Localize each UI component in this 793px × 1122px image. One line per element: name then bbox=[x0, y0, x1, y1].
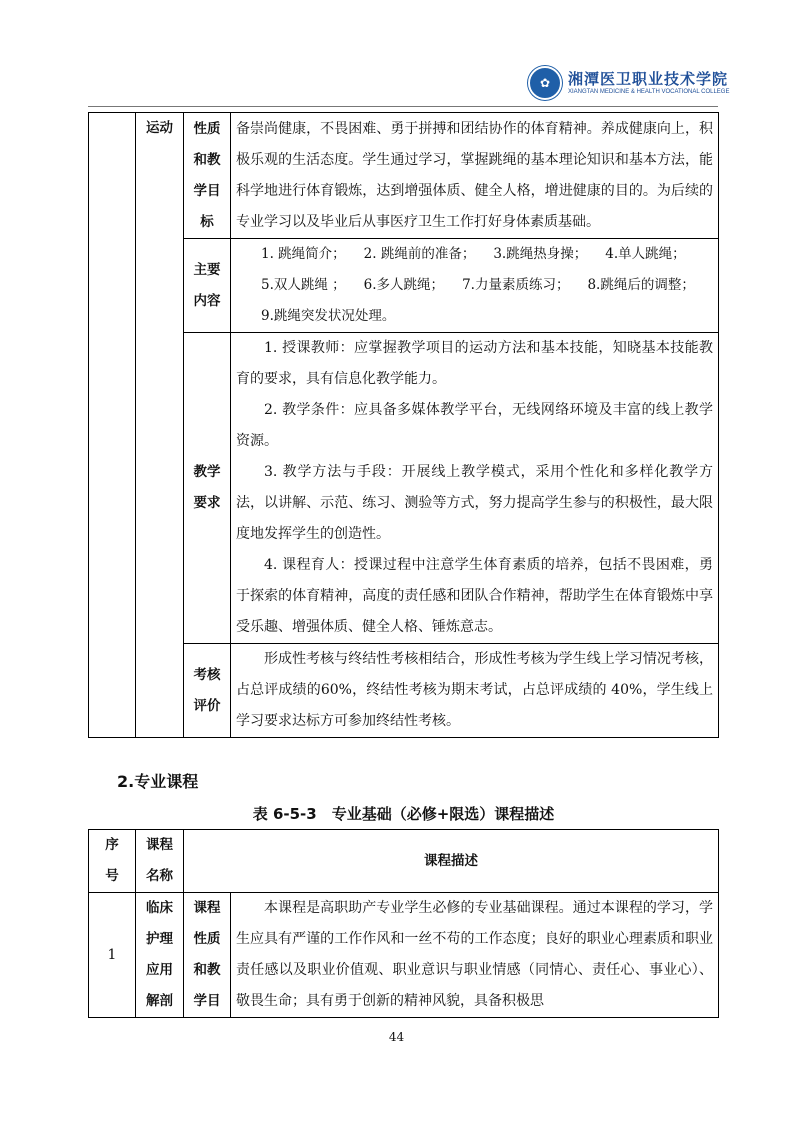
header-rule bbox=[88, 106, 718, 107]
content-item: 3.跳绳热身操； bbox=[493, 246, 588, 262]
course-name-fragment: 运动 bbox=[136, 113, 184, 738]
page-number: 44 bbox=[388, 1030, 405, 1044]
content-item: 8.跳绳后的调整； bbox=[587, 277, 695, 293]
content-list bbox=[231, 239, 718, 332]
content-cell bbox=[231, 239, 719, 333]
row-no: 1 bbox=[89, 893, 136, 1018]
logo-cn: 湘潭医卫职业技术学院 bbox=[568, 70, 729, 88]
row-course-name: 临床 护理 应用 解剖 bbox=[136, 893, 184, 1018]
evaluation-text: 形成性考核与终结性考核相结合，形成性考核为学生线上学习情况考核，占总评成绩的60%，终结性考核为期末考试，占总评成绩的 40%，学生线上学习要求达标方可参加终结性考核。 bbox=[231, 644, 719, 738]
goal-label: 性质 和教 学目 标 bbox=[184, 113, 231, 239]
content-label: 主要 内容 bbox=[184, 239, 231, 333]
section-heading: 2.专业课程 bbox=[117, 772, 199, 791]
college-logo bbox=[528, 66, 729, 100]
row-goal-label: 课程 性质 和教 学目 bbox=[184, 893, 231, 1018]
requirements-text: 1. 授课教师：应掌握教学项目的运动方法和基本技能，知晓基本技能教育的要求，具有信息化教学能力。 2. 教学条件：应具备多媒体教学平台，无线网络环境及丰富的线上教学资源。 3. 教学方法与手段：开展线上教学模式，采用个性化和多样化教学方法，以讲解、示范、练习、测验等方式，努力提高学生参与的积极性，最大限度地发挥学生的创造性。 4. 课程育人：授课过程中注意学生体育素质的培养，包括不畏困难，勇于探索的体育精神，高度的责任感和团队合作精神，帮助学生在体育锻炼中享受乐趣、增强体质、健全人格、锤炼意志。 bbox=[231, 333, 719, 644]
row-goal-cell bbox=[231, 893, 719, 1018]
header-name: 课程 名称 bbox=[136, 830, 184, 893]
goal-text: 备崇尚健康，不畏困难、勇于拼搏和团结协作的体育精神。养成健康向上，积极乐观的生活态度。学生通过学习，掌握跳绳的基本理论知识和基本方法，能科学地进行体育锻炼，达到增强体质、健全人格，增进健康的目的。为后续的专业学习以及毕业后从事医疗卫生工作打好身体素质基础。 bbox=[231, 113, 719, 239]
content-item: 9.跳绳突发状况处理。 bbox=[261, 308, 396, 324]
header-desc: 课程描述 bbox=[184, 830, 719, 893]
page-body bbox=[88, 112, 719, 1018]
row-goal-text: 本课程是高职助产专业学生必修的专业基础课程。通过本课程的学习，学生应具有严谨的工作作风和一丝不苟的工作态度；良好的职业心理素质和职业责任感以及职业价值观、职业意识与职业情感（同情心、责任心、事业心）、敬畏生命；具有勇于创新的精神风貌，具备积极思 bbox=[236, 900, 713, 1009]
course-description-table bbox=[88, 829, 719, 1018]
evaluation-label: 考核 评价 bbox=[184, 644, 231, 738]
content-item: 1. 跳绳简介； bbox=[261, 246, 346, 262]
header-no: 序 号 bbox=[89, 830, 136, 893]
content-item: 6.多人跳绳； bbox=[363, 277, 445, 293]
content-item: 5.双人跳绳 ； bbox=[261, 277, 346, 293]
course-table-continued bbox=[88, 112, 719, 738]
content-item: 7.力量素质练习； bbox=[462, 277, 570, 293]
logo-en: XIANGTAN MEDICINE & HEALTH VOCATIONAL COLLEGE bbox=[568, 89, 730, 95]
college-seal-icon: ✿ bbox=[528, 66, 562, 100]
content-item: 2. 跳绳前的准备； bbox=[363, 246, 476, 262]
table-caption: 表 6-5-3 专业基础（必修+限选）课程描述 bbox=[252, 805, 555, 823]
requirements-label: 教学 要求 bbox=[184, 333, 231, 644]
content-item: 4.单人跳绳； bbox=[605, 246, 686, 262]
blank-no-cell bbox=[89, 113, 136, 738]
